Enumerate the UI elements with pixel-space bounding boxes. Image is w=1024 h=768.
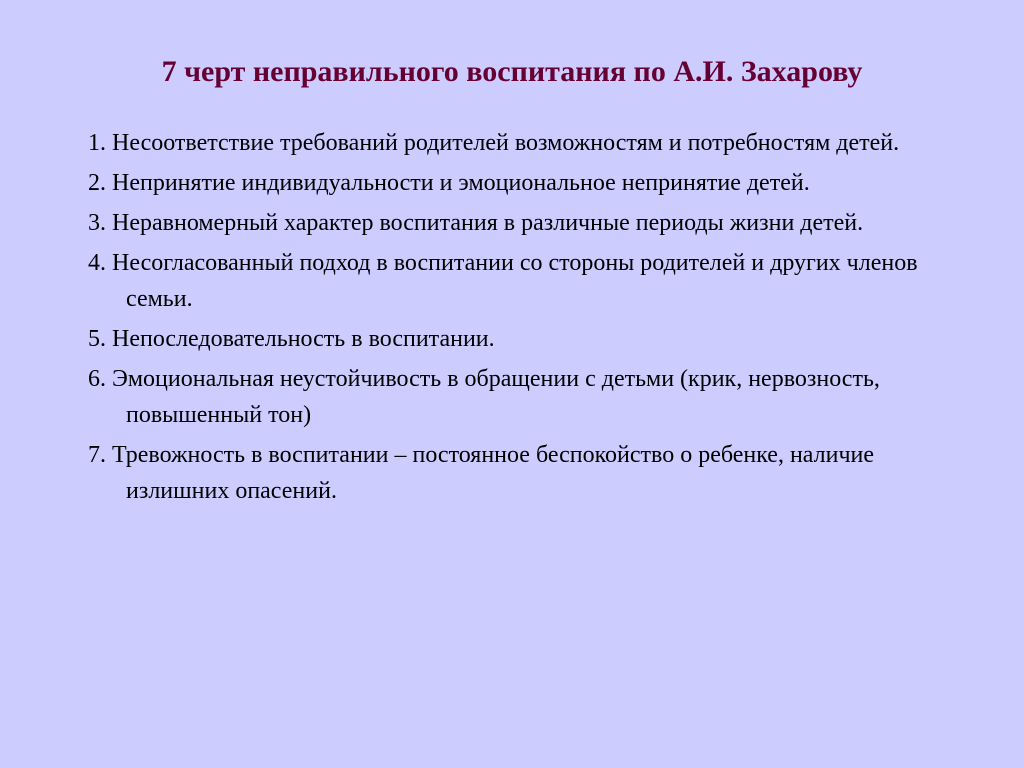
list-item-3: 3. Неравномерный характер воспитания в различные периоды жизни детей. (88, 210, 864, 236)
list-item-1: 1. Несоответствие требований родителей возможностям и потребностям детей. (88, 130, 900, 156)
list-item-6: 6. Эмоциональная неустойчивость в обращении с детьми (крик, нервозность, повышенный тон) (88, 366, 880, 428)
list-item-5: 5. Непоследовательность в воспитании. (88, 326, 495, 352)
list-item-4: 4. Несогласованный подход в воспитании со стороны родителей и других членов семьи. (88, 250, 918, 312)
list-item-7: 7. Тревожность в воспитании – постоянное беспокойство о ребенке, наличие излишних опасений. (88, 442, 875, 504)
trait-list (88, 125, 968, 513)
list-item-2: 2. Непринятие индивидуальности и эмоциональное непринятие детей. (88, 170, 810, 196)
slide-title: 7 черт неправильного воспитания по А.И. Захарову (161, 55, 863, 88)
